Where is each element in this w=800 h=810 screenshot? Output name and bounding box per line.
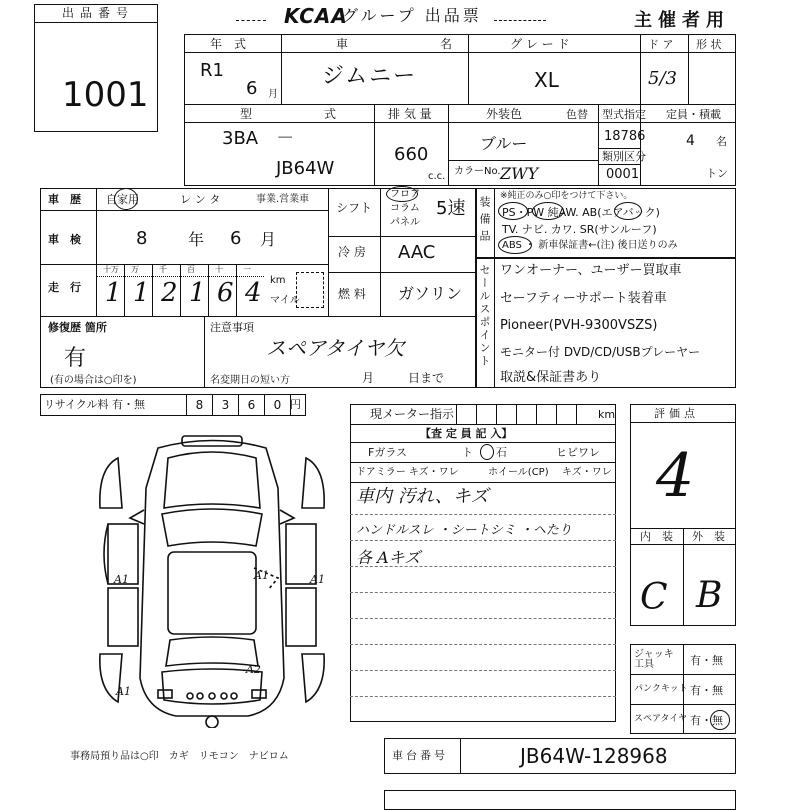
mileage-digit-cell	[180, 264, 208, 316]
recycle-digit-cell: 3	[212, 394, 238, 416]
sales-point-3: Pioneer(PVH-9300VSZS)	[500, 318, 658, 333]
mileage-digit-cell	[96, 264, 124, 316]
repair-value: 有	[64, 346, 87, 371]
recycle-digit-cell: 0	[264, 394, 290, 416]
mileage-digit: 6	[217, 278, 234, 308]
year-month: 6	[246, 78, 258, 99]
mileage-digit: 1	[133, 278, 150, 308]
color-number: ZWY	[500, 164, 539, 183]
inspection-month: 6	[230, 228, 242, 249]
sales-point-5: 取説&保証書あり	[500, 370, 602, 385]
mileage-place-label: 万	[131, 265, 139, 274]
mileage-place-label: 十万	[103, 265, 119, 274]
mileage-digit: 1	[189, 278, 206, 308]
office-note: 事務局預り品は○印 カギ リモコン ナビロム	[70, 751, 289, 762]
mileage-digit-cell	[152, 264, 180, 316]
mileage-digit-cell	[124, 264, 152, 316]
sales-point-4: モニター付 DVD/CD/USBプレーヤー	[500, 345, 701, 359]
mileage-place-label: 百	[187, 265, 195, 274]
owner-label: 主催者用	[634, 10, 730, 31]
overall-grade: 4	[656, 441, 695, 511]
damage-mark-4: A2	[246, 663, 261, 676]
mileage-digit: 4	[245, 278, 262, 308]
sales-point-1: ワンオーナー、ユーザー買取車	[500, 263, 682, 278]
lot-label: 出品番号	[62, 6, 135, 20]
lot-number: 1001	[62, 75, 149, 115]
damage-mark-2: A1	[310, 573, 325, 586]
exterior-color: ブルー	[480, 134, 528, 153]
recycle-digit-cell: 6	[238, 394, 264, 416]
fuel-value: ガソリン	[398, 284, 463, 303]
mileage-place-label: 十	[215, 265, 223, 274]
year-era: R1	[200, 60, 224, 81]
car-name: ジムニー	[322, 64, 418, 89]
equipment-line-3: ABS ・ 新車保証書←(注) 後日送りのみ	[502, 240, 678, 251]
damage-mark-1: A1	[114, 573, 129, 586]
mileage-digit-cell	[236, 264, 264, 316]
mileage-digit: 1	[105, 278, 122, 308]
form-title: グループ 出品票	[342, 6, 482, 25]
shift-value: 5速	[436, 198, 466, 219]
history-option-private: 自家用	[106, 193, 139, 206]
model-spec-value: 18786	[604, 129, 646, 144]
type-prefix: 3BA －	[222, 128, 295, 149]
remark-2: ハンドルスレ ・シートシミ ・ヘたり	[356, 523, 572, 538]
ac-value: AAC	[398, 242, 436, 263]
interior-grade: C	[640, 577, 668, 618]
exterior-grade: B	[696, 575, 723, 616]
mileage-digit: 2	[161, 278, 178, 308]
damage-mark-5: A1	[254, 569, 269, 582]
type-value: JB64W	[276, 158, 335, 179]
equipment-line-1: PS・PW 純AW. AB(エアバック)	[502, 206, 660, 219]
class-value: 0001	[606, 167, 640, 182]
inspection-year: 8	[136, 228, 148, 249]
mileage-place-label: 一	[243, 265, 251, 274]
remark-1: 車内 汚れ、キズ	[356, 486, 489, 507]
notes-value: スペアタイヤ欠	[266, 336, 405, 360]
mileage-digit-cell	[208, 264, 236, 316]
car-grade: XL	[534, 68, 559, 92]
sales-point-2: セーフティーサポート装着車	[500, 291, 667, 306]
equipment-line-2: TV. ナビ. カワ. SR(サンルーフ)	[502, 223, 657, 236]
capacity-value: 4	[686, 133, 695, 149]
displacement-value: 660	[394, 144, 429, 165]
brand-logo: KCAA	[284, 4, 348, 28]
door-value: 5/3	[648, 68, 677, 89]
remark-3: 各 Aキズ	[356, 548, 421, 567]
recycle-digit-cell: 8	[186, 394, 212, 416]
chassis-number: JB64W-128968	[520, 744, 668, 768]
mileage-place-label: 千	[159, 265, 167, 274]
damage-mark-3: A1	[116, 685, 131, 698]
